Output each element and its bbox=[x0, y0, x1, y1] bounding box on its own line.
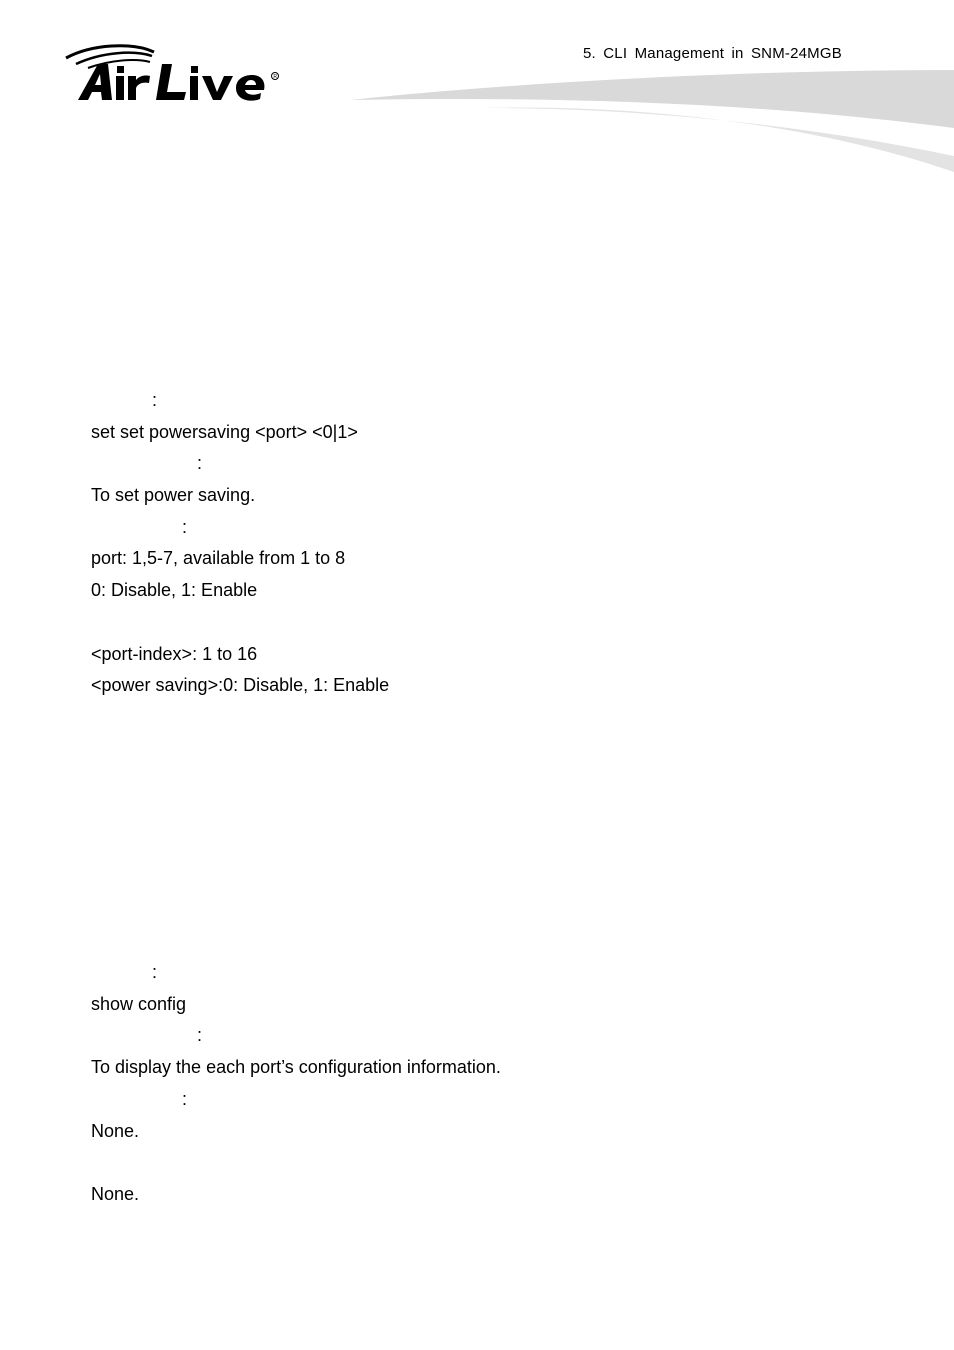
description-label-colon: : bbox=[197, 453, 203, 473]
argument-line: 0: Disable, 1: Enable bbox=[91, 580, 258, 600]
syntax-text: show config bbox=[91, 994, 187, 1014]
description-text: To set power saving. bbox=[91, 485, 256, 505]
argument-text: None. bbox=[91, 1121, 140, 1141]
airlive-logo bbox=[62, 40, 292, 110]
possible-values-text: None. bbox=[91, 1184, 140, 1204]
possible-value-line: <port-index>: 1 to 16 bbox=[91, 644, 258, 664]
argument-label-colon: : bbox=[182, 517, 188, 537]
chapter-title: 5. CLI Management in SNM-24MGB bbox=[583, 45, 842, 62]
syntax-label-colon: : bbox=[152, 962, 158, 982]
description-text: To display the each port’s configuration information. bbox=[91, 1057, 501, 1077]
syntax-label-colon: : bbox=[152, 390, 158, 410]
possible-value-line: <power saving>:0: Disable, 1: Enable bbox=[91, 675, 390, 695]
argument-line: port: 1,5-7, available from 1 to 8 bbox=[91, 548, 346, 568]
syntax-text: set set powersaving <port> <0|1> bbox=[91, 422, 358, 442]
description-label-colon: : bbox=[197, 1025, 203, 1045]
argument-label-colon: : bbox=[182, 1089, 188, 1109]
svg-text:R: R bbox=[273, 74, 278, 80]
header-swoosh-graphic bbox=[350, 60, 954, 180]
